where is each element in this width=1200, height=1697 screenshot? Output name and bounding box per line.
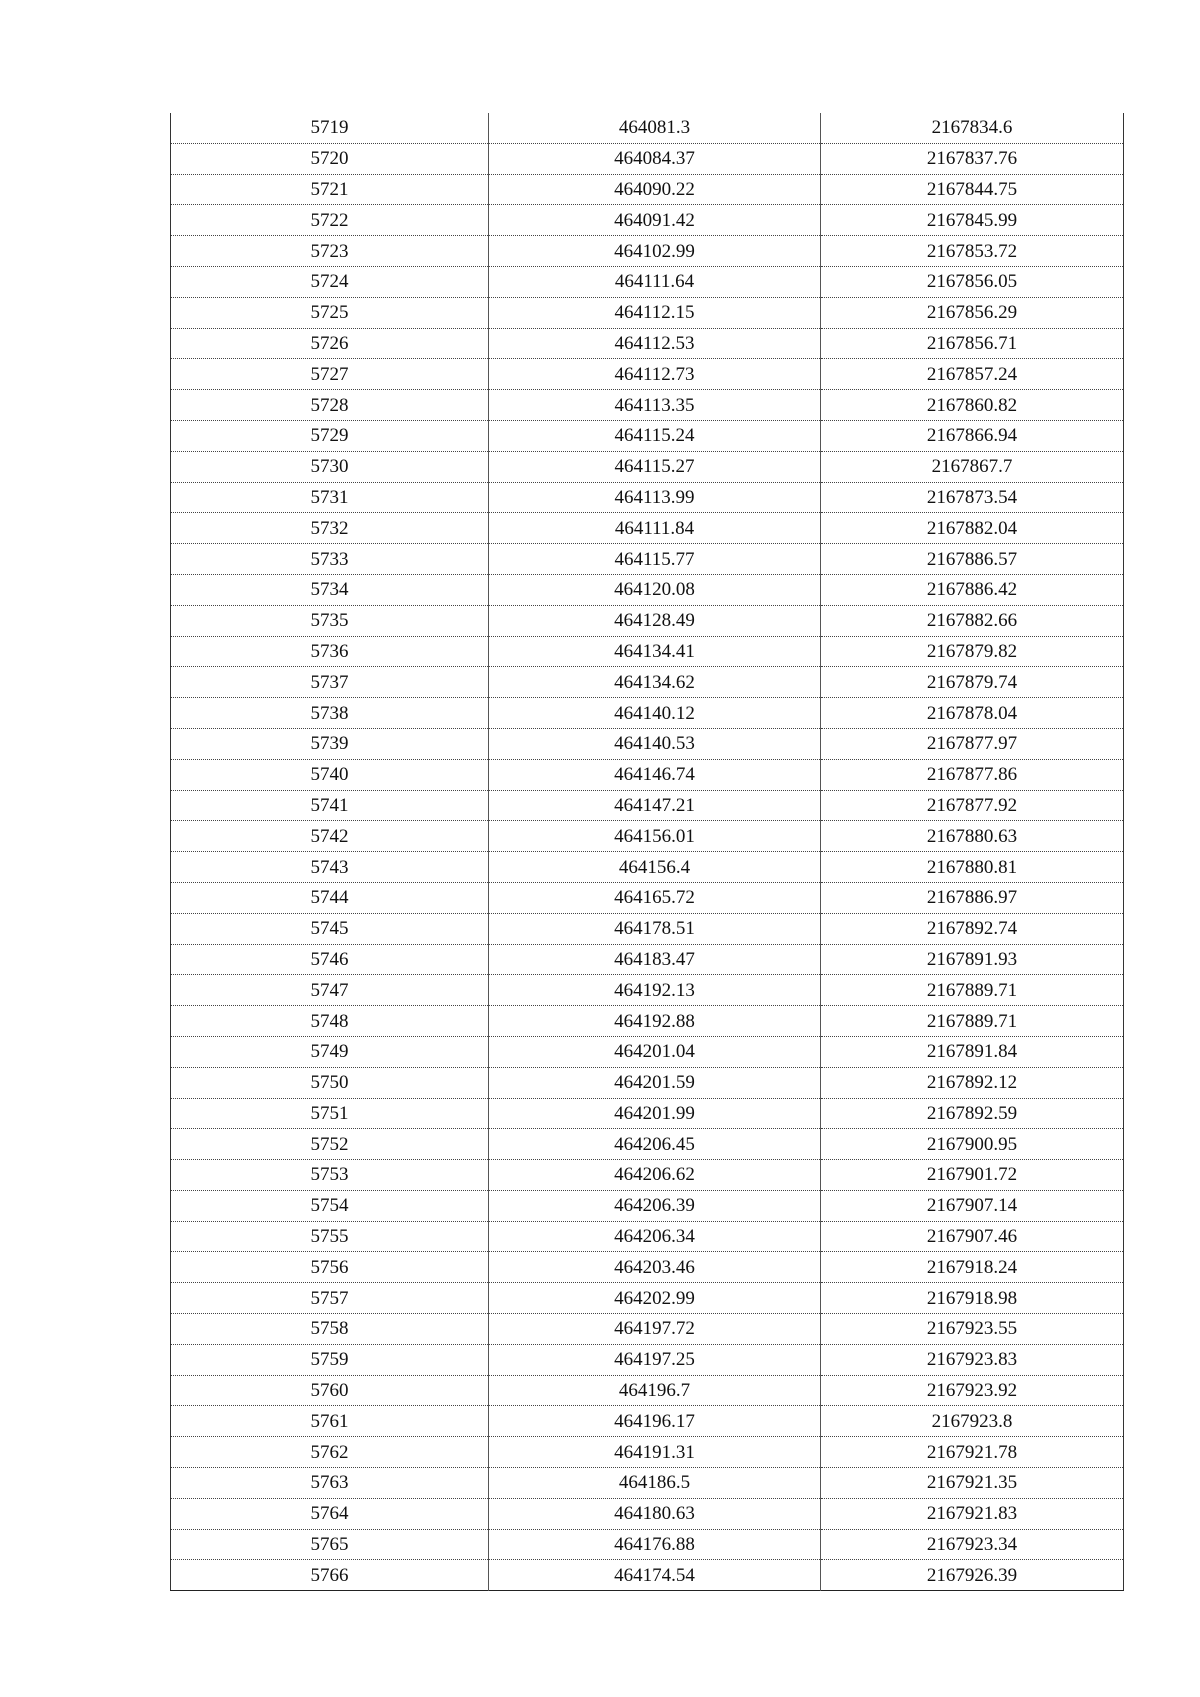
y-coordinate-cell: 2167866.94 <box>821 420 1124 451</box>
table-row <box>171 605 1124 636</box>
y-coordinate-cell: 2167889.71 <box>821 975 1124 1006</box>
y-coordinate-cell: 2167923.92 <box>821 1375 1124 1406</box>
x-coordinate-cell: 464192.88 <box>489 1006 821 1037</box>
point-number-cell: 5741 <box>171 790 489 821</box>
y-coordinate-cell: 2167837.76 <box>821 143 1124 174</box>
y-coordinate-cell: 2167856.05 <box>821 266 1124 297</box>
x-coordinate-cell: 464134.41 <box>489 636 821 667</box>
table-row <box>171 513 1124 544</box>
x-coordinate-cell: 464120.08 <box>489 574 821 605</box>
point-number-cell: 5728 <box>171 390 489 421</box>
point-number-cell: 5761 <box>171 1406 489 1437</box>
point-number-cell: 5750 <box>171 1067 489 1098</box>
point-number-cell: 5763 <box>171 1468 489 1499</box>
point-number-cell: 5740 <box>171 759 489 790</box>
x-coordinate-cell: 464201.04 <box>489 1036 821 1067</box>
table-row <box>171 113 1124 143</box>
y-coordinate-cell: 2167907.46 <box>821 1221 1124 1252</box>
table-row <box>171 266 1124 297</box>
table-row <box>171 1344 1124 1375</box>
x-coordinate-cell: 464178.51 <box>489 913 821 944</box>
y-coordinate-cell: 2167907.14 <box>821 1190 1124 1221</box>
x-coordinate-cell: 464134.62 <box>489 667 821 698</box>
point-number-cell: 5762 <box>171 1437 489 1468</box>
y-coordinate-cell: 2167879.74 <box>821 667 1124 698</box>
y-coordinate-cell: 2167923.55 <box>821 1314 1124 1345</box>
table-row <box>171 297 1124 328</box>
x-coordinate-cell: 464102.99 <box>489 236 821 267</box>
x-coordinate-cell: 464180.63 <box>489 1498 821 1529</box>
point-number-cell: 5757 <box>171 1283 489 1314</box>
point-number-cell: 5748 <box>171 1006 489 1037</box>
y-coordinate-cell: 2167853.72 <box>821 236 1124 267</box>
table-row <box>171 1406 1124 1437</box>
table-row <box>171 390 1124 421</box>
point-number-cell: 5734 <box>171 574 489 605</box>
x-coordinate-cell: 464192.13 <box>489 975 821 1006</box>
table-row <box>171 1160 1124 1191</box>
point-number-cell: 5720 <box>171 143 489 174</box>
table-row <box>171 1006 1124 1037</box>
x-coordinate-cell: 464165.72 <box>489 882 821 913</box>
x-coordinate-cell: 464156.4 <box>489 852 821 883</box>
y-coordinate-cell: 2167891.84 <box>821 1036 1124 1067</box>
x-coordinate-cell: 464115.24 <box>489 420 821 451</box>
x-coordinate-cell: 464081.3 <box>489 113 821 143</box>
table-row <box>171 667 1124 698</box>
table-row <box>171 1314 1124 1345</box>
point-number-cell: 5733 <box>171 544 489 575</box>
table-row <box>171 1098 1124 1129</box>
point-number-cell: 5756 <box>171 1252 489 1283</box>
table-row <box>171 821 1124 852</box>
y-coordinate-cell: 2167923.83 <box>821 1344 1124 1375</box>
x-coordinate-cell: 464112.15 <box>489 297 821 328</box>
x-coordinate-cell: 464196.17 <box>489 1406 821 1437</box>
point-number-cell: 5726 <box>171 328 489 359</box>
y-coordinate-cell: 2167880.63 <box>821 821 1124 852</box>
point-number-cell: 5737 <box>171 667 489 698</box>
x-coordinate-cell: 464191.31 <box>489 1437 821 1468</box>
y-coordinate-cell: 2167921.78 <box>821 1437 1124 1468</box>
table-row <box>171 1221 1124 1252</box>
point-number-cell: 5766 <box>171 1560 489 1591</box>
table-row <box>171 636 1124 667</box>
y-coordinate-cell: 2167891.93 <box>821 944 1124 975</box>
table-row <box>171 975 1124 1006</box>
y-coordinate-cell: 2167860.82 <box>821 390 1124 421</box>
y-coordinate-cell: 2167921.83 <box>821 1498 1124 1529</box>
point-number-cell: 5753 <box>171 1160 489 1191</box>
table-row <box>171 143 1124 174</box>
point-number-cell: 5764 <box>171 1498 489 1529</box>
x-coordinate-cell: 464206.34 <box>489 1221 821 1252</box>
y-coordinate-cell: 2167867.7 <box>821 451 1124 482</box>
x-coordinate-cell: 464115.27 <box>489 451 821 482</box>
table-row <box>171 1190 1124 1221</box>
y-coordinate-cell: 2167873.54 <box>821 482 1124 513</box>
table-row <box>171 882 1124 913</box>
table-row <box>171 759 1124 790</box>
table-row <box>171 1036 1124 1067</box>
x-coordinate-cell: 464140.12 <box>489 698 821 729</box>
point-number-cell: 5758 <box>171 1314 489 1345</box>
table-row <box>171 544 1124 575</box>
table-row <box>171 451 1124 482</box>
y-coordinate-cell: 2167923.8 <box>821 1406 1124 1437</box>
table-row <box>171 944 1124 975</box>
point-number-cell: 5719 <box>171 113 489 143</box>
table-row <box>171 1375 1124 1406</box>
table-row <box>171 482 1124 513</box>
table-row <box>171 328 1124 359</box>
table-row <box>171 790 1124 821</box>
x-coordinate-cell: 464156.01 <box>489 821 821 852</box>
x-coordinate-cell: 464201.99 <box>489 1098 821 1129</box>
y-coordinate-cell: 2167926.39 <box>821 1560 1124 1591</box>
coordinate-table <box>170 113 1124 1591</box>
point-number-cell: 5724 <box>171 266 489 297</box>
y-coordinate-cell: 2167882.04 <box>821 513 1124 544</box>
point-number-cell: 5744 <box>171 882 489 913</box>
y-coordinate-cell: 2167892.12 <box>821 1067 1124 1098</box>
point-number-cell: 5755 <box>171 1221 489 1252</box>
point-number-cell: 5730 <box>171 451 489 482</box>
x-coordinate-cell: 464113.99 <box>489 482 821 513</box>
y-coordinate-cell: 2167845.99 <box>821 205 1124 236</box>
point-number-cell: 5747 <box>171 975 489 1006</box>
y-coordinate-cell: 2167889.71 <box>821 1006 1124 1037</box>
x-coordinate-cell: 464206.62 <box>489 1160 821 1191</box>
table-row <box>171 1529 1124 1560</box>
point-number-cell: 5735 <box>171 605 489 636</box>
point-number-cell: 5732 <box>171 513 489 544</box>
x-coordinate-cell: 464147.21 <box>489 790 821 821</box>
y-coordinate-cell: 2167892.59 <box>821 1098 1124 1129</box>
table-row <box>171 236 1124 267</box>
table-row <box>171 852 1124 883</box>
x-coordinate-cell: 464140.53 <box>489 728 821 759</box>
table-row <box>171 174 1124 205</box>
y-coordinate-cell: 2167882.66 <box>821 605 1124 636</box>
x-coordinate-cell: 464146.74 <box>489 759 821 790</box>
y-coordinate-cell: 2167879.82 <box>821 636 1124 667</box>
table-row <box>171 1560 1124 1591</box>
table-row <box>171 1437 1124 1468</box>
y-coordinate-cell: 2167892.74 <box>821 913 1124 944</box>
x-coordinate-cell: 464203.46 <box>489 1252 821 1283</box>
point-number-cell: 5729 <box>171 420 489 451</box>
y-coordinate-cell: 2167886.97 <box>821 882 1124 913</box>
table-row <box>171 698 1124 729</box>
point-number-cell: 5759 <box>171 1344 489 1375</box>
table-row <box>171 1283 1124 1314</box>
x-coordinate-cell: 464112.73 <box>489 359 821 390</box>
point-number-cell: 5743 <box>171 852 489 883</box>
table-row <box>171 913 1124 944</box>
x-coordinate-cell: 464202.99 <box>489 1283 821 1314</box>
table-row <box>171 205 1124 236</box>
x-coordinate-cell: 464091.42 <box>489 205 821 236</box>
y-coordinate-cell: 2167921.35 <box>821 1468 1124 1499</box>
x-coordinate-cell: 464206.39 <box>489 1190 821 1221</box>
y-coordinate-cell: 2167923.34 <box>821 1529 1124 1560</box>
x-coordinate-cell: 464112.53 <box>489 328 821 359</box>
point-number-cell: 5723 <box>171 236 489 267</box>
x-coordinate-cell: 464115.77 <box>489 544 821 575</box>
y-coordinate-cell: 2167878.04 <box>821 698 1124 729</box>
x-coordinate-cell: 464128.49 <box>489 605 821 636</box>
point-number-cell: 5765 <box>171 1529 489 1560</box>
point-number-cell: 5754 <box>171 1190 489 1221</box>
point-number-cell: 5745 <box>171 913 489 944</box>
point-number-cell: 5746 <box>171 944 489 975</box>
point-number-cell: 5731 <box>171 482 489 513</box>
x-coordinate-cell: 464111.84 <box>489 513 821 544</box>
x-coordinate-cell: 464206.45 <box>489 1129 821 1160</box>
x-coordinate-cell: 464186.5 <box>489 1468 821 1499</box>
table-row <box>171 1067 1124 1098</box>
point-number-cell: 5760 <box>171 1375 489 1406</box>
point-number-cell: 5739 <box>171 728 489 759</box>
x-coordinate-cell: 464113.35 <box>489 390 821 421</box>
table-row <box>171 359 1124 390</box>
x-coordinate-cell: 464197.72 <box>489 1314 821 1345</box>
point-number-cell: 5742 <box>171 821 489 852</box>
y-coordinate-cell: 2167918.24 <box>821 1252 1124 1283</box>
table-row <box>171 574 1124 605</box>
point-number-cell: 5736 <box>171 636 489 667</box>
point-number-cell: 5752 <box>171 1129 489 1160</box>
point-number-cell: 5722 <box>171 205 489 236</box>
x-coordinate-cell: 464197.25 <box>489 1344 821 1375</box>
y-coordinate-cell: 2167856.29 <box>821 297 1124 328</box>
x-coordinate-cell: 464090.22 <box>489 174 821 205</box>
y-coordinate-cell: 2167918.98 <box>821 1283 1124 1314</box>
y-coordinate-cell: 2167857.24 <box>821 359 1124 390</box>
point-number-cell: 5721 <box>171 174 489 205</box>
x-coordinate-cell: 464111.64 <box>489 266 821 297</box>
y-coordinate-cell: 2167877.86 <box>821 759 1124 790</box>
y-coordinate-cell: 2167877.97 <box>821 728 1124 759</box>
point-number-cell: 5727 <box>171 359 489 390</box>
x-coordinate-cell: 464183.47 <box>489 944 821 975</box>
table-row <box>171 420 1124 451</box>
table-row <box>171 1129 1124 1160</box>
table-row <box>171 1498 1124 1529</box>
y-coordinate-cell: 2167834.6 <box>931 117 1013 139</box>
y-coordinate-cell: 2167844.75 <box>821 174 1124 205</box>
x-coordinate-cell: 464196.7 <box>489 1375 821 1406</box>
point-number-cell: 5725 <box>171 297 489 328</box>
y-coordinate-cell: 2167886.57 <box>821 544 1124 575</box>
point-number-cell: 5751 <box>171 1098 489 1129</box>
y-coordinate-cell: 2167886.42 <box>821 574 1124 605</box>
point-number-cell: 5738 <box>171 698 489 729</box>
table-body <box>171 113 1124 1591</box>
y-coordinate-cell: 2167877.92 <box>821 790 1124 821</box>
table-row <box>171 1468 1124 1499</box>
x-coordinate-cell: 464174.54 <box>489 1560 821 1591</box>
y-coordinate-cell: 2167856.71 <box>821 328 1124 359</box>
y-coordinate-cell: 2167880.81 <box>821 852 1124 883</box>
table-row <box>171 1252 1124 1283</box>
x-coordinate-cell: 464084.37 <box>489 143 821 174</box>
y-coordinate-cell: 2167900.95 <box>821 1129 1124 1160</box>
point-number-cell: 5749 <box>171 1036 489 1067</box>
x-coordinate-cell: 464201.59 <box>489 1067 821 1098</box>
table-row <box>171 728 1124 759</box>
y-coordinate-cell: 2167901.72 <box>821 1160 1124 1191</box>
x-coordinate-cell: 464176.88 <box>489 1529 821 1560</box>
